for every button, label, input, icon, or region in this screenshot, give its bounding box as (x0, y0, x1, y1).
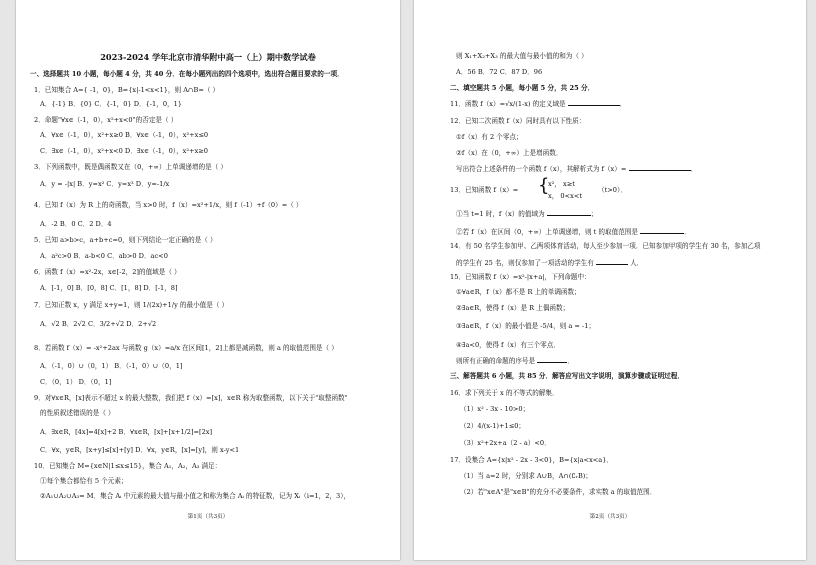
question-10-condition-2: ②A₁∪A₂∪A₃= M．集合 Aᵢ 中元素的最大值与最小值之和称为集合 Aᵢ 的特征数，记为 Xᵢ（i=1，2，3）， (40, 492, 351, 500)
question-9-options-cd: C．∀x，y∈R，[x+y]≤[x]+[y] D．∀x，y∈R，[x]=[y]，则 x-y<1 (40, 446, 240, 454)
question-10: 10．已知集合 M={x∈N|1≤x≤15}，集合 A₁，A₂，A₃ 满足： (34, 462, 222, 470)
question-5-options: A．a²c>0 B．a-b<0 C．ab>0 D．ac<0 (40, 252, 168, 260)
question-14-answer-blank[interactable] (596, 258, 628, 265)
question-10-options: A．56 B．72 C．87 D．96 (456, 68, 543, 76)
question-10-tail: 则 X₁+X₂+X₃ 的最大值与最小值的和为（ ） (456, 52, 588, 60)
question-9-continued: 的性质叙述错误的是（ ） (40, 409, 115, 417)
question-1: 1．已知集合 A={ -1，0}，B={x|-1<x<1}，则 A∩B=（ ） (34, 86, 220, 94)
question-8: 8．若函数 f（x）= -x²+2ax 与函数 g（x）=a/x 在区间[1，2]上都是减函数，则 a 的取值范围是（ ） (34, 344, 338, 352)
question-7-options: A．√2 B．2√2 C．3/2+√2 D．2+√2 (40, 320, 157, 328)
piecewise-brace: { (538, 175, 550, 196)
question-13-part-1-text: ①当 t=1 时，f（x）的值域为 (456, 210, 545, 218)
question-2-options-ab: A．∀x∈（-1，0），x²+x≥0 B．∀x∈（-1，0），x²+x≤0 (40, 131, 209, 139)
question-13-part-2-blank[interactable] (640, 227, 684, 234)
page-2-footer: 第2页（共3页） (589, 514, 631, 520)
question-11-answer-blank[interactable] (568, 99, 620, 106)
question-10-condition-1: ①每个集合都恰有 5 个元素； (40, 477, 128, 485)
question-12-answer-blank[interactable] (629, 164, 691, 171)
question-16-part-3: （3）x²+2x+a（2 - a）<0． (460, 439, 551, 447)
section-2-heading: 二、填空题共 5 小题，每小题 5 分，共 25 分． (450, 84, 595, 92)
question-14-unit: 人． (630, 259, 644, 267)
question-14-continued-text: 的学生有 25 名，则仅参加了一项活动的学生有 (456, 259, 594, 267)
question-17-part-2: （2）若"x∈A"是"x∈B"的充分不必要条件，求实数 a 的取值范围． (460, 488, 657, 496)
question-12-property-2: ②f（x）在（0，+∞）上是增函数． (456, 149, 563, 157)
question-13-part-1: ①当 t=1 时，f（x）的值域为 ； (456, 210, 598, 218)
question-2: 2．命题"∀x∈（-1，0），x²+x<0"的否定是（ ） (34, 116, 178, 124)
question-13-condition: （t>0）． (598, 186, 627, 194)
section-3-heading: 三、解答题共 6 小题，共 85 分．解答应写出文字说明，演算步骤或证明过程． (450, 372, 684, 380)
exam-title: 2023-2024 学年北京市清华附中高一（上）期中数学试卷 (100, 52, 316, 62)
question-4: 4．已知 f（x）为 R 上的奇函数，当 x>0 时，f（x）=x²+1/x，则 f（-1）+f（0）=（ ） (34, 201, 303, 209)
question-8-options-ab: A．（-1，0）∪（0，1） B．（-1，0）∪（0，1] (40, 362, 183, 370)
section-1-heading: 一、选择题共 10 小题，每小题 4 分，共 40 分．在每小题列出的四个选项中，选出符合题目要求的一项． (30, 70, 344, 78)
question-6: 6．函数 f（x）=x²-2x，x∈[-2，2]的值域是（ ） (34, 268, 181, 276)
question-9-options-ab: A．∃x∈R，[4x]=4[x]+2 B．∀x∈R，[x]+[x+1/2]=[2x] (40, 428, 213, 436)
question-11-text: 11．函数 f（x）=√x/(1-x) 的定义域是 (450, 100, 566, 108)
question-12: 12．已知二次函数 f（x）同时具有以下性质： (450, 117, 586, 125)
question-12-prompt: 写出符合上述条件的一个函数 f（x），其解析式为 f（x）= ． (456, 165, 698, 173)
question-6-options: A．[-1，0] B．[0，8] C．[1，8] D．[-1，8] (40, 284, 178, 292)
question-8-options-cd: C．（0，1） D．（0，1] (40, 378, 112, 386)
piecewise-case-2: x， 0<x<t (548, 192, 583, 200)
question-13-part-2: ②若 f（x）在区间（0，+∞）上单调递增，则 t 的取值范围是 ． (456, 228, 691, 236)
question-13-part-2-text: ②若 f（x）在区间（0，+∞）上单调递增，则 t 的取值范围是 (456, 228, 638, 236)
question-12-property-1: ①f（x）有 2 个零点； (456, 133, 523, 141)
question-3-options: A．y = -|x| B．y=x² C．y=x³ D．y=-1/x (40, 180, 170, 188)
question-17-part-1: （1）当 a=2 时，分别求 A∪B，A∩(∁ᵣB)； (460, 472, 592, 480)
piecewise-case-1: x²， x≥t (548, 180, 575, 188)
question-13: 13．已知函数 f（x）= (450, 186, 519, 194)
exam-page-1 (16, 0, 400, 560)
question-14: 14．有 50 名学生参加甲、乙两项体育活动，每人至少参加一项．已知参加甲项的学生有 30 名，参加乙项 (450, 242, 761, 250)
question-3: 3．下列函数中，既是偶函数又在（0，+∞）上单调递增的是（ ） (34, 163, 227, 171)
question-15-answer-blank[interactable] (537, 356, 567, 363)
question-12-prompt-text: 写出符合上述条件的一个函数 f（x），其解析式为 f（x）= (456, 165, 627, 173)
question-9: 9．对∀x∈R，[x]表示不超过 x 的最大整数，我们把 f（x）=[x]，x∈R 称为取整函数，以下关于"取整函数" (34, 394, 348, 402)
question-15-statement-2: ②∃a∈R，使得 f（x）是 R 上偶函数； (456, 304, 570, 312)
question-16-part-1: （1）x² - 3x - 10>0； (460, 405, 530, 413)
question-16: 16．求下列关于 x 的不等式的解集． (450, 389, 559, 397)
question-15-prompt-text: 则所有正确的命题的序号是 (456, 357, 536, 365)
question-5: 5．已知 a>b>c，a+b+c=0，则下列结论一定正确的是（ ） (34, 236, 217, 244)
question-17: 17．设集合 A={x|x² - 2x - 3<0}，B={x|a<x<a}． (450, 456, 614, 464)
exam-page-2 (414, 0, 806, 560)
question-7: 7．已知正数 x，y 满足 x+y=1，则 1/(2x)+1/y 的最小值是（ ） (34, 301, 229, 309)
question-11: 11．函数 f（x）=√x/(1-x) 的定义域是 ． (450, 100, 627, 108)
question-15-statement-4: ④∃a<0，使得 f（x）有三个零点． (456, 341, 560, 349)
question-16-part-2: （2）4/(x-1)+1≤0； (460, 422, 526, 430)
question-2-options-cd: C．∃x∈（-1，0），x²+x<0 D．∃x∈（-1，0），x²+x≥0 (40, 147, 209, 155)
page-1-footer: 第1页（共3页） (187, 514, 229, 520)
question-1-options: A．{-1} B．{0} C．{-1，0} D．{-1，0，1} (40, 100, 182, 108)
question-15: 15．已知函数 f（x）=x²-|x+a|，下列命题中： (450, 273, 591, 281)
question-4-options: A．-2 B．0 C．2 D．4 (40, 220, 112, 228)
question-13-part-1-blank[interactable] (547, 209, 591, 216)
question-15-statement-1: ①∀a∈R，f（x）都不是 R 上的单调函数； (456, 288, 581, 296)
question-15-prompt: 则所有正确的命题的序号是 ． (456, 357, 574, 365)
question-15-statement-3: ③∃a∈R，f（x）的最小值是 -5/4，则 a = -1； (456, 322, 596, 330)
question-14-continued (456, 258, 643, 267)
